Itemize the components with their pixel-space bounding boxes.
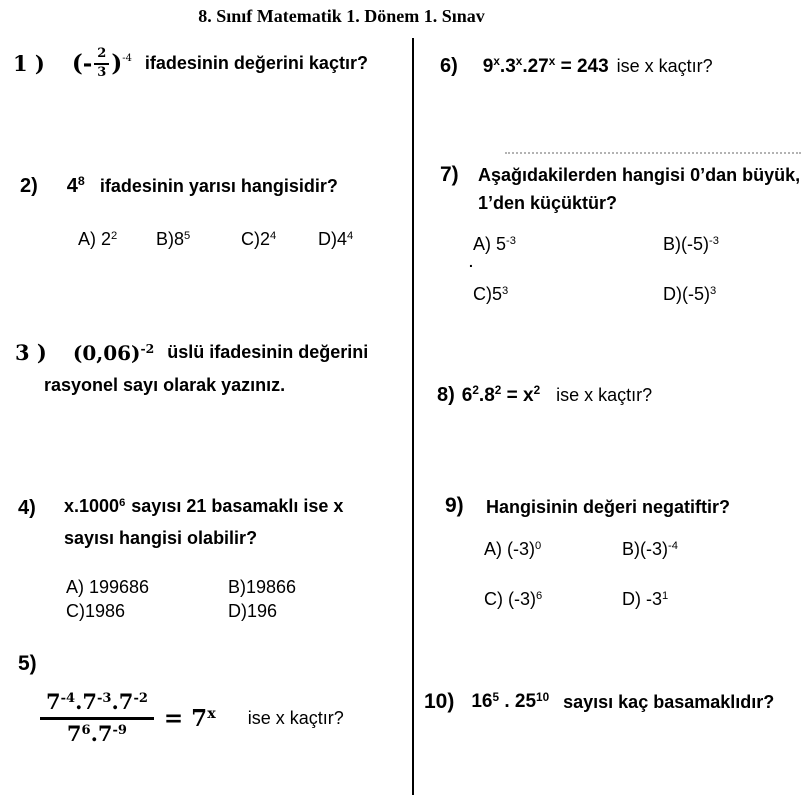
question-3-math	[73, 341, 154, 365]
exponent: -2	[140, 340, 155, 356]
question-4-option-d: D)196	[228, 601, 278, 621]
question-10-text: sayısı kaç basamaklıdır?	[563, 691, 775, 712]
question-9-option-b	[622, 539, 678, 560]
question-6-text: ise x kaçtır?	[616, 56, 713, 76]
question-7-option-a	[473, 234, 516, 255]
equals-text: = 7	[163, 704, 208, 732]
option-exponent: 2	[111, 229, 118, 242]
fraction-denominator	[67, 720, 127, 746]
fraction-numerator	[40, 690, 154, 720]
question-2-option-b	[156, 229, 190, 250]
option-label: A) 2	[78, 229, 112, 249]
question-8-math	[462, 385, 540, 407]
question-2	[20, 175, 338, 198]
question-1-text: ifadesinin değerini kaçtır?	[144, 53, 368, 74]
question-5-fraction	[40, 690, 154, 746]
question-7-number: 7)	[440, 163, 459, 186]
term: .7	[111, 689, 134, 714]
question-10-math	[471, 691, 549, 713]
question-4-option-b: B)19866	[228, 577, 297, 597]
option-exponent: -3	[709, 234, 719, 247]
question-5-text: ise x kaçtır?	[247, 707, 344, 728]
question-7-text-line2: 1’den küçüktür?	[478, 193, 618, 213]
option-exponent: 4	[347, 229, 354, 242]
option-exponent: 3	[710, 284, 717, 297]
option-label: C)5	[473, 284, 503, 304]
question-4-text-line1: sayısı 21 basamaklı ise x	[131, 496, 344, 516]
question-4-option-c: C)1986	[66, 601, 126, 621]
option-exponent: 5	[184, 229, 191, 242]
question-2-option-c	[241, 229, 276, 250]
question-1-close-paren: )	[111, 50, 123, 78]
option-label: B)(-3)	[622, 539, 668, 559]
question-4-number: 4)	[18, 497, 36, 519]
question-2-text: ifadesinin yarısı hangisidir?	[99, 176, 338, 196]
exponent: -9	[112, 722, 127, 738]
base: 4	[66, 175, 78, 197]
option-exponent: 6	[536, 589, 543, 602]
fraction-numerator: 2	[94, 47, 109, 65]
question-3-text-line1: üslü ifadesinin değerini	[167, 342, 369, 362]
fraction-denominator: 3	[97, 64, 107, 80]
option-exponent: -3	[506, 234, 516, 247]
option-exponent: 0	[535, 539, 542, 552]
exponent: 2	[494, 384, 502, 398]
base: (0,06)	[72, 340, 141, 365]
question-9-option-d	[622, 589, 668, 610]
question-4-math	[64, 496, 125, 517]
option-label: C)2	[241, 229, 271, 249]
option-label: C) (-3)	[484, 589, 536, 609]
question-9-option-a	[484, 539, 541, 560]
page-title: 8. Sınıf Matematik 1. Dönem 1. Sınav	[198, 6, 485, 26]
question-1-exponent: -4	[122, 52, 132, 64]
term: 16	[471, 691, 493, 712]
term: 7	[46, 689, 61, 714]
term: .27	[522, 55, 549, 77]
question-3-text-line2: rasyonel sayı olarak yazınız.	[44, 375, 286, 395]
term: .8	[478, 384, 495, 406]
exponent: x	[207, 705, 216, 722]
question-6-number: 6)	[440, 55, 458, 77]
question-2-math	[67, 175, 85, 198]
question-2-option-d	[318, 229, 353, 250]
term: .3	[499, 55, 516, 77]
question-5-number: 5)	[18, 652, 37, 675]
question-2-number: 2)	[20, 175, 38, 197]
option-label: B)8	[156, 229, 185, 249]
term: 9	[482, 55, 494, 77]
option-label: D) -3	[622, 589, 662, 609]
question-7-option-b	[663, 234, 719, 255]
term: 7	[66, 721, 82, 747]
option-label: A) 5	[473, 234, 507, 254]
question-1-number: 1 )	[13, 51, 45, 77]
equals-text: = 243	[555, 55, 609, 77]
term: .7	[90, 721, 113, 747]
exponent: 10	[536, 690, 550, 704]
question-9-number: 9)	[445, 494, 464, 517]
question-5-equation	[40, 690, 344, 746]
question-3-number: 3 )	[15, 340, 47, 365]
question-10	[424, 690, 774, 714]
option-exponent: 3	[502, 284, 509, 297]
question-2-option-a	[78, 229, 117, 250]
base: x.1000	[64, 496, 120, 516]
exponent: 6	[81, 722, 91, 738]
question-1-open-paren: (-	[71, 50, 93, 78]
equals-text: = x	[501, 384, 534, 406]
exponent: -4	[60, 690, 76, 706]
question-9-option-c	[484, 589, 542, 610]
question-6-math	[483, 56, 609, 78]
stray-dot: .	[469, 254, 473, 270]
question-8	[437, 384, 652, 407]
column-divider	[412, 38, 414, 795]
question-4-text-line2: sayısı hangisi olabilir?	[64, 528, 258, 548]
question-7-option-c	[473, 284, 508, 305]
question-3	[15, 340, 368, 365]
exponent: 2	[533, 384, 541, 398]
question-1	[13, 47, 368, 81]
question-7-text-line1: Aşağıdakilerden hangisi 0’dan büyük,	[478, 165, 801, 185]
question-4-line1	[64, 496, 343, 517]
exponent: 8	[77, 174, 85, 189]
term: 6	[461, 384, 473, 406]
question-8-number: 8)	[437, 384, 455, 406]
question-9-text: Hangisinin değeri negatiftir?	[486, 497, 731, 517]
exponent: 6	[119, 496, 126, 509]
question-4-option-a: A) 199686	[66, 577, 150, 597]
question-1-fraction	[94, 47, 109, 81]
question-6	[440, 55, 713, 78]
option-exponent: 4	[270, 229, 277, 242]
question-7-option-d	[663, 284, 716, 305]
exponent: -3	[97, 690, 112, 706]
dotted-separator	[505, 152, 801, 154]
exponent: x	[515, 55, 523, 69]
exponent: -2	[133, 690, 148, 706]
exponent: 2	[472, 384, 479, 398]
question-10-number: 10)	[424, 690, 455, 713]
question-8-text: ise x kaçtır?	[556, 385, 653, 405]
exponent: x	[493, 55, 500, 69]
exponent: x	[548, 55, 556, 69]
option-exponent: -4	[668, 539, 678, 552]
option-exponent: 1	[662, 589, 669, 602]
option-label: D)4	[318, 229, 348, 249]
question-5-equals	[164, 705, 216, 732]
option-label: B)(-5)	[663, 234, 709, 254]
term: .7	[75, 689, 98, 714]
option-label: A) (-3)	[484, 539, 535, 559]
term: . 25	[499, 691, 537, 712]
exponent: 5	[492, 690, 500, 704]
option-label: D)(-5)	[663, 284, 710, 304]
